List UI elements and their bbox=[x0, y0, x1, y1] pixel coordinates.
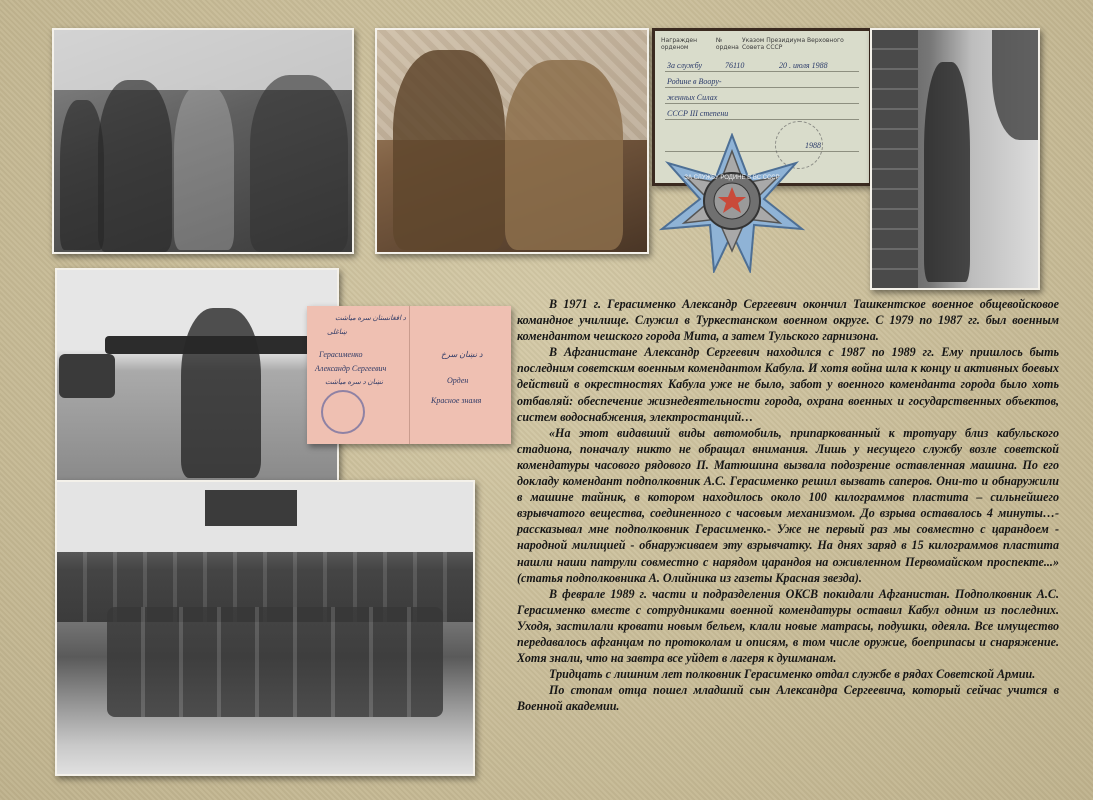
article-paragraph: В 1971 г. Герасименко Александр Сергеевич окончил Ташкентское военное общевойсковое командное училище. Служил в Туркестанском военном округе. С 1979 по 1987 гг. был военным комендантом чешского города Мита, а затем Тульского гарнизона. bbox=[517, 297, 1059, 344]
certificate-award-line-4: СССР III степени bbox=[667, 109, 729, 118]
card-name-surname: Герасименко bbox=[319, 350, 363, 359]
card-right-line-3: Красное знамя bbox=[431, 396, 482, 405]
certificate-award-line-1: За службу bbox=[667, 61, 703, 70]
order-star-inscription: ЗА СЛУЖБУ РОДИНЕ В ВС СССР bbox=[684, 175, 780, 181]
card-right-line-1: د نښان سرخ bbox=[441, 350, 483, 359]
card-left-line-5: نښان د سره میاشت bbox=[325, 378, 383, 386]
stamp-icon bbox=[321, 390, 365, 434]
card-name-given: Александр Сергеевич bbox=[315, 364, 387, 373]
certificate-header-col1: Награжден орденом bbox=[661, 37, 697, 51]
photo-award-ceremony bbox=[375, 28, 649, 254]
certificate-date-2: 1988 bbox=[805, 141, 821, 150]
certificate-date: 20 . июля 1988 bbox=[779, 61, 828, 70]
article-paragraph: Тридцать с лишним лет полковник Герасименко отдал службе в рядах Советской Армии. bbox=[549, 667, 1036, 682]
certificate-header bbox=[661, 37, 863, 51]
photo-officers-outdoors bbox=[52, 28, 354, 254]
card-right-line-2: Орден bbox=[447, 376, 469, 385]
order-red-banner-card bbox=[307, 306, 511, 444]
photo-grenade-launcher bbox=[55, 268, 339, 482]
card-left-line-2: ښاغلی bbox=[327, 328, 347, 336]
certificate-award-line-2: Родине в Воору- bbox=[667, 77, 722, 86]
article-paragraph: По стопам отца пошел младший сын Александра Сергеевича, который сейчас учится в Военной академии. bbox=[517, 683, 1059, 714]
article-text bbox=[517, 296, 1059, 714]
photo-officer-walking bbox=[870, 28, 1040, 290]
photo-group-portrait bbox=[55, 480, 475, 776]
certificate-header-col2: № ордена bbox=[715, 37, 739, 51]
order-star-icon bbox=[652, 133, 812, 273]
article-paragraph: В Афганистане Александр Сергеевич находился с 1987 по 1989 гг. Ему пришлось быть последним советским военным комендантом Кабула. И хотя война шла к концу и активных боевых действий в окрестностях Кабула уже не было, забот у военного коменданта города было хоть отбавляй: обеспечение жизнедеятельности города, охрана военных и государственных объектов, систем водоснабжения, электростанций… bbox=[517, 345, 1059, 424]
card-left-line-1: د افغانستان سره میاشت bbox=[335, 314, 406, 322]
certificate-order-number: 76110 bbox=[725, 61, 745, 70]
certificate-header-col3: Указом Президиума Верховного Совета СССР bbox=[741, 37, 844, 51]
certificate-award-line-3: женных Силах bbox=[667, 93, 718, 102]
article-paragraph: «На этот видавший виды автомобиль, припаркованный к тротуару близ кабульского стадиона, поначалу никто не обращал внимания. Лишь у несущего службу возле советской комендатуры часового рядового П. Матюшина вызвала подозрение оставленная машина. По его докладу комендант подполковник А.С. Герасименко решил вызвать саперов. Они-то и обнаружили в машине тайник, в котором находилось около 100 килограммов пластита – сильнейшего взрывчатого вещества, соединенного с часовым механизмом. До взрыва оставалось 4 минуты…- рассказывал мне подполковник Герасименко.- Уже не первый раз мы совместно с царандоем - народной милицией - обнаруживаем эту взрывчатку. На днях заряд в 15 килограммов пластита нашли наши патрули совместно с нарядом царандоя на оживленном Первомайском проспекте...» (статья подполковника А. Олийника из газеты Красная звезда). bbox=[517, 425, 1059, 585]
article-paragraph: В феврале 1989 г. части и подразделения ОКСВ покидали Афганистан. Подполковник А.С. Герасименко вместе с сотрудниками военной комендатуры оставил Кабул одним из последних. Уходя, застилали кровати новым бельем, клали новые матрасы, подушки, одеяла. Все имущество передавалось афганцам по протоколам и описям, в том числе оружие, боеприпасы и снаряжение. Хотя знали, что на завтра все уйдет в лагеря к душманам. bbox=[517, 586, 1059, 666]
